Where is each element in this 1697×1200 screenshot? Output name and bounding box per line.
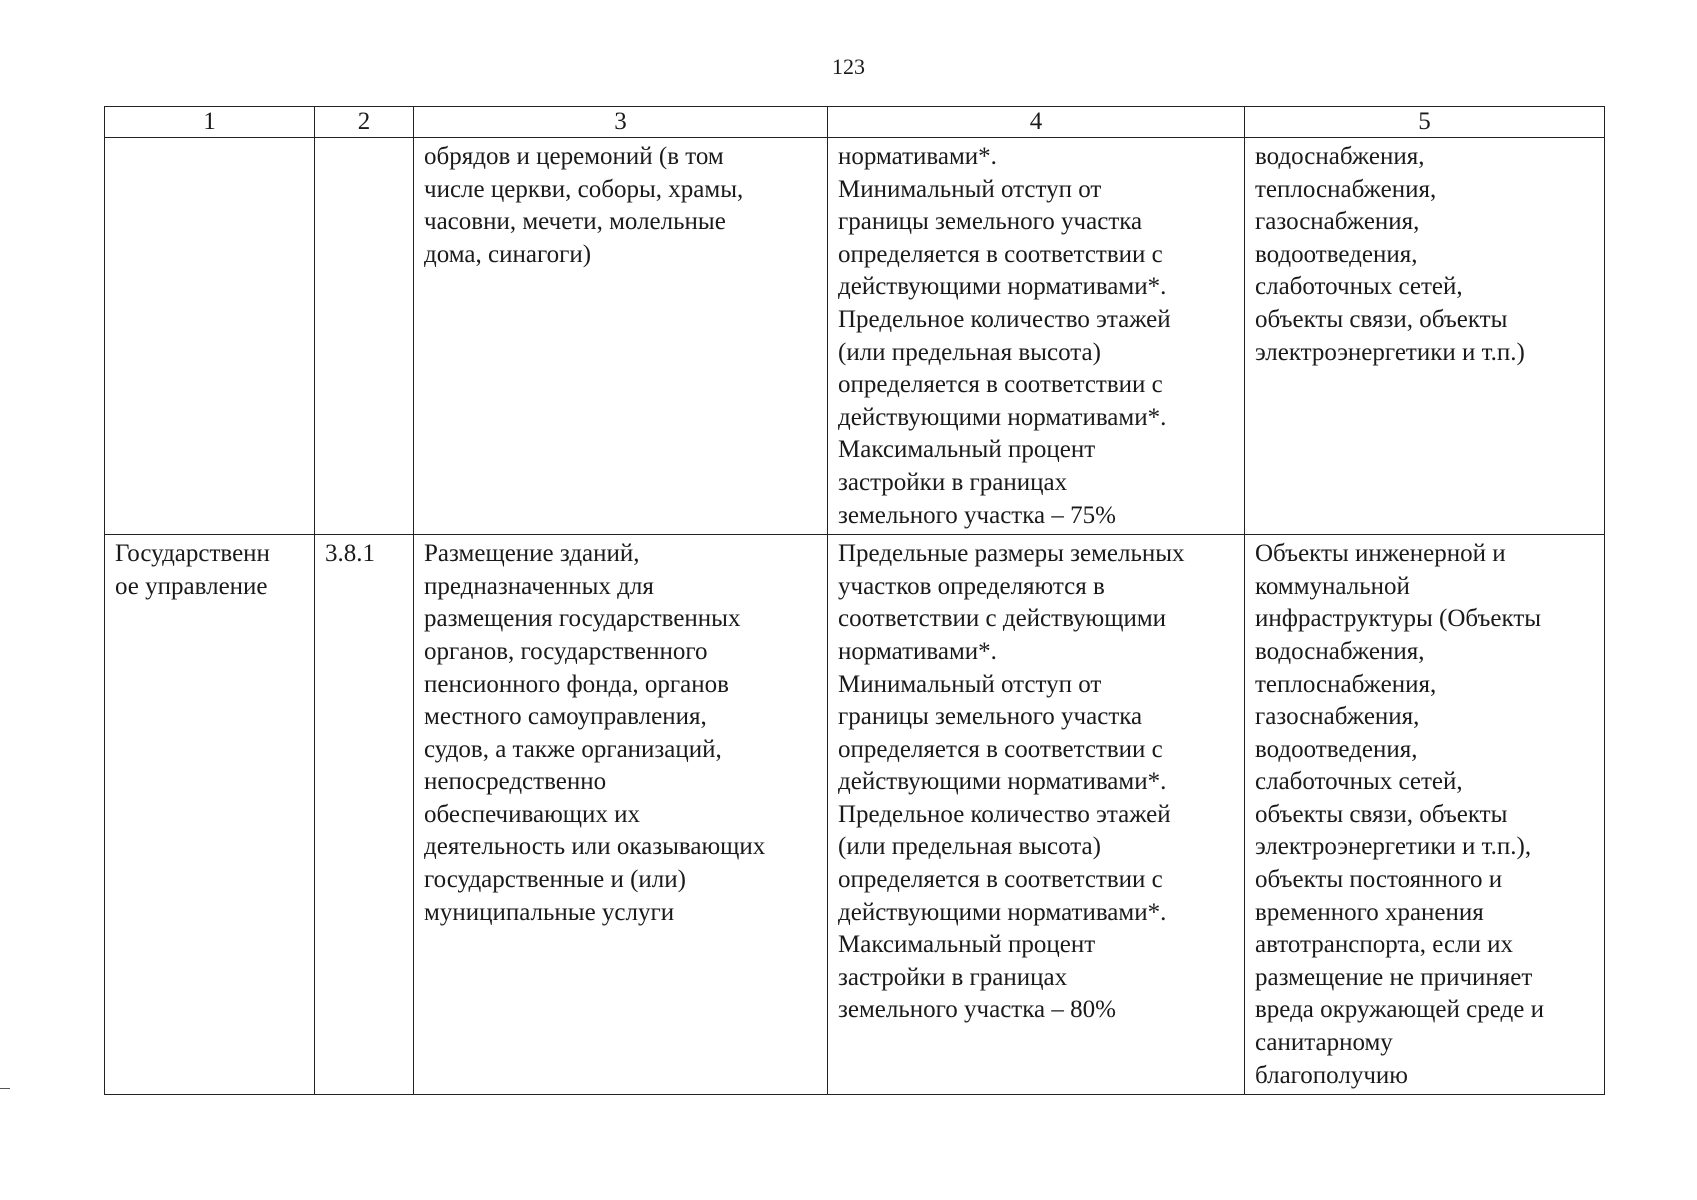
cell-text-line: земельного участка – 75% (838, 501, 1116, 529)
cell-text-line: слаботочных сетей, (1255, 273, 1463, 301)
description-cell (414, 138, 828, 535)
cell-text-line: Максимальный процент (838, 931, 1096, 959)
cell-text-line: предназначенных для (424, 572, 654, 600)
cell-text-line: Размещение зданий, (424, 540, 640, 568)
land-use-table (104, 106, 1605, 1095)
cell-text-line: действующими нормативами*. (838, 403, 1167, 431)
cell-text-line: нормативами*. (838, 143, 997, 170)
cell-text-line: местного самоуправления, (424, 703, 707, 731)
cell-text-line: органов, государственного (424, 637, 708, 665)
column-header-1: 1 (105, 107, 315, 138)
cell-text-line: обрядов и церемоний (в том (424, 143, 724, 170)
cell-text-line: застройки в границах (838, 963, 1068, 991)
table-row (105, 138, 1605, 535)
parameters-cell (828, 535, 1245, 1095)
cell-text-line: ое управление (115, 572, 268, 600)
cell-text-line: деятельность или оказывающих (424, 833, 766, 861)
cell-text-line: Государственн (115, 540, 270, 568)
cell-text-line: судов, а также организаций, (424, 735, 722, 763)
cell-text-line: муниципальные услуги (424, 898, 675, 926)
cell-text-line: санитарному (1255, 1029, 1393, 1057)
column-header-4: 4 (828, 107, 1245, 138)
cell-text-line: электроэнергетики и т.п.), (1255, 833, 1532, 861)
column-header-2: 2 (315, 107, 414, 138)
cell-text-line: газоснабжения, (1255, 703, 1420, 731)
cell-text-line: участков определяются в (838, 572, 1105, 600)
code-cell (315, 535, 414, 1095)
cell-text-line: (или предельная высота) (838, 338, 1101, 366)
cell-text-line: государственные и (или) (424, 866, 686, 894)
parameters-cell (828, 138, 1245, 535)
cell-text-line: (или предельная высота) (838, 833, 1101, 861)
cell-text-line: объекты связи, объекты (1255, 305, 1508, 333)
cell-text-line: определяется в соответствии с (838, 371, 1163, 399)
cell-text-line: водоотведения, (1255, 240, 1418, 268)
cell-text-line: Минимальный отступ от (838, 670, 1102, 698)
cell-text-line: 3.8.1 (325, 540, 375, 568)
cell-text-line: границы земельного участка (838, 703, 1143, 731)
cell-text-line: действующими нормативами*. (838, 898, 1167, 926)
cell-text-line: коммунальной (1255, 572, 1410, 600)
cell-text-line: теплоснабжения, (1255, 670, 1437, 698)
name-cell (105, 535, 315, 1095)
code-cell (315, 138, 414, 535)
cell-text-line: Объекты инженерной и (1255, 540, 1506, 568)
column-header-3: 3 (414, 107, 828, 138)
description-cell (414, 535, 828, 1095)
cell-text-line: часовни, мечети, молельные (424, 208, 726, 236)
cell-text-line: Минимальный отступ от (838, 175, 1102, 203)
name-cell (105, 138, 315, 535)
cell-text-line: временного хранения (1255, 898, 1484, 926)
cell-text-line: благополучию (1255, 1061, 1408, 1089)
cell-text-line: объекты связи, объекты (1255, 800, 1508, 828)
auxiliary-use-cell (1245, 535, 1605, 1095)
cell-text-line: непосредственно (424, 768, 607, 796)
cell-text-line: Максимальный процент (838, 436, 1096, 464)
table-row (105, 535, 1605, 1095)
cell-text-line: нормативами*. (838, 637, 997, 665)
cell-text-line: инфраструктуры (Объекты (1255, 605, 1542, 633)
cell-text-line: водоснабжения, (1255, 143, 1425, 170)
cell-text-line: застройки в границах (838, 468, 1068, 496)
cell-text-line: водоотведения, (1255, 735, 1418, 763)
cell-text-line: соответствии с действующими (838, 605, 1167, 633)
cell-text-line: определяется в соответствии с (838, 240, 1163, 268)
cell-text-line: водоснабжения, (1255, 637, 1425, 665)
cell-text-line: автотранспорта, если их (1255, 931, 1514, 959)
cell-text-line: электроэнергетики и т.п.) (1255, 338, 1525, 366)
cell-text-line: газоснабжения, (1255, 208, 1420, 236)
cell-text-line: размещение не причиняет (1255, 963, 1533, 991)
cell-text-line: числе церкви, соборы, храмы, (424, 175, 744, 203)
cell-text-line: границы земельного участка (838, 208, 1143, 236)
cell-text-line: слаботочных сетей, (1255, 768, 1463, 796)
cell-text-line: Предельное количество этажей (838, 305, 1171, 333)
table-header-row (105, 107, 1605, 138)
cell-text-line: действующими нормативами*. (838, 768, 1167, 796)
column-header-5: 5 (1245, 107, 1605, 138)
margin-mark (0, 1088, 10, 1089)
cell-text-line: дома, синагоги) (424, 240, 592, 268)
cell-text-line: земельного участка – 80% (838, 996, 1116, 1024)
cell-text-line: Предельное количество этажей (838, 800, 1171, 828)
cell-text-line: вреда окружающей среде и (1255, 996, 1544, 1024)
cell-text-line: размещения государственных (424, 605, 741, 633)
auxiliary-use-cell (1245, 138, 1605, 535)
cell-text-line: объекты постоянного и (1255, 866, 1503, 894)
cell-text-line: определяется в соответствии с (838, 866, 1163, 894)
cell-text-line: Предельные размеры земельных (838, 540, 1185, 568)
cell-text-line: определяется в соответствии с (838, 735, 1163, 763)
cell-text-line: действующими нормативами*. (838, 273, 1167, 301)
cell-text-line: пенсионного фонда, органов (424, 670, 729, 698)
cell-text-line: обеспечивающих их (424, 800, 641, 828)
cell-text-line: теплоснабжения, (1255, 175, 1437, 203)
page-number: 123 (832, 54, 865, 79)
